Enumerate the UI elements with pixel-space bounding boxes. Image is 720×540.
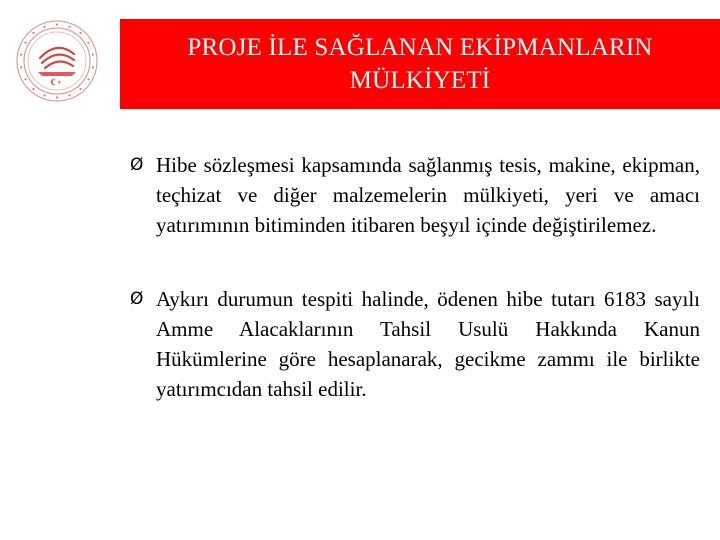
bullet-item bbox=[130, 150, 700, 240]
bullet-text: Aykırı durumun tespiti halinde, ödenen hibe tutarı 6183 sayılı Amme Alacaklarının Tahsil Usulü Hakkında Kanun Hükümlerine göre hesaplanarak, gecikme zammı ile birlikte yatırımcıdan tahsil edilir. bbox=[156, 287, 700, 401]
slide-title-line-1: PROJE İLE SAĞLANAN EKİPMANLARIN bbox=[187, 34, 653, 61]
ministry-emblem-icon bbox=[14, 18, 100, 104]
bullet-arrow-icon: Ø bbox=[130, 289, 144, 309]
bullet-arrow-icon: Ø bbox=[130, 155, 144, 175]
bullet-item bbox=[130, 284, 700, 404]
bullet-text: Hibe sözleşmesi kapsamında sağlanmış tesis, makine, ekipman, teçhizat ve diğer malzemelerin mülkiyeti, yeri ve amacı yatırımının bitiminden itibaren beşyıl içinde değiştirilemez. bbox=[156, 153, 700, 237]
bullet-list bbox=[130, 150, 700, 448]
slide-title-banner bbox=[120, 19, 720, 109]
slide-title-line-2: MÜLKİYETİ bbox=[349, 67, 491, 94]
